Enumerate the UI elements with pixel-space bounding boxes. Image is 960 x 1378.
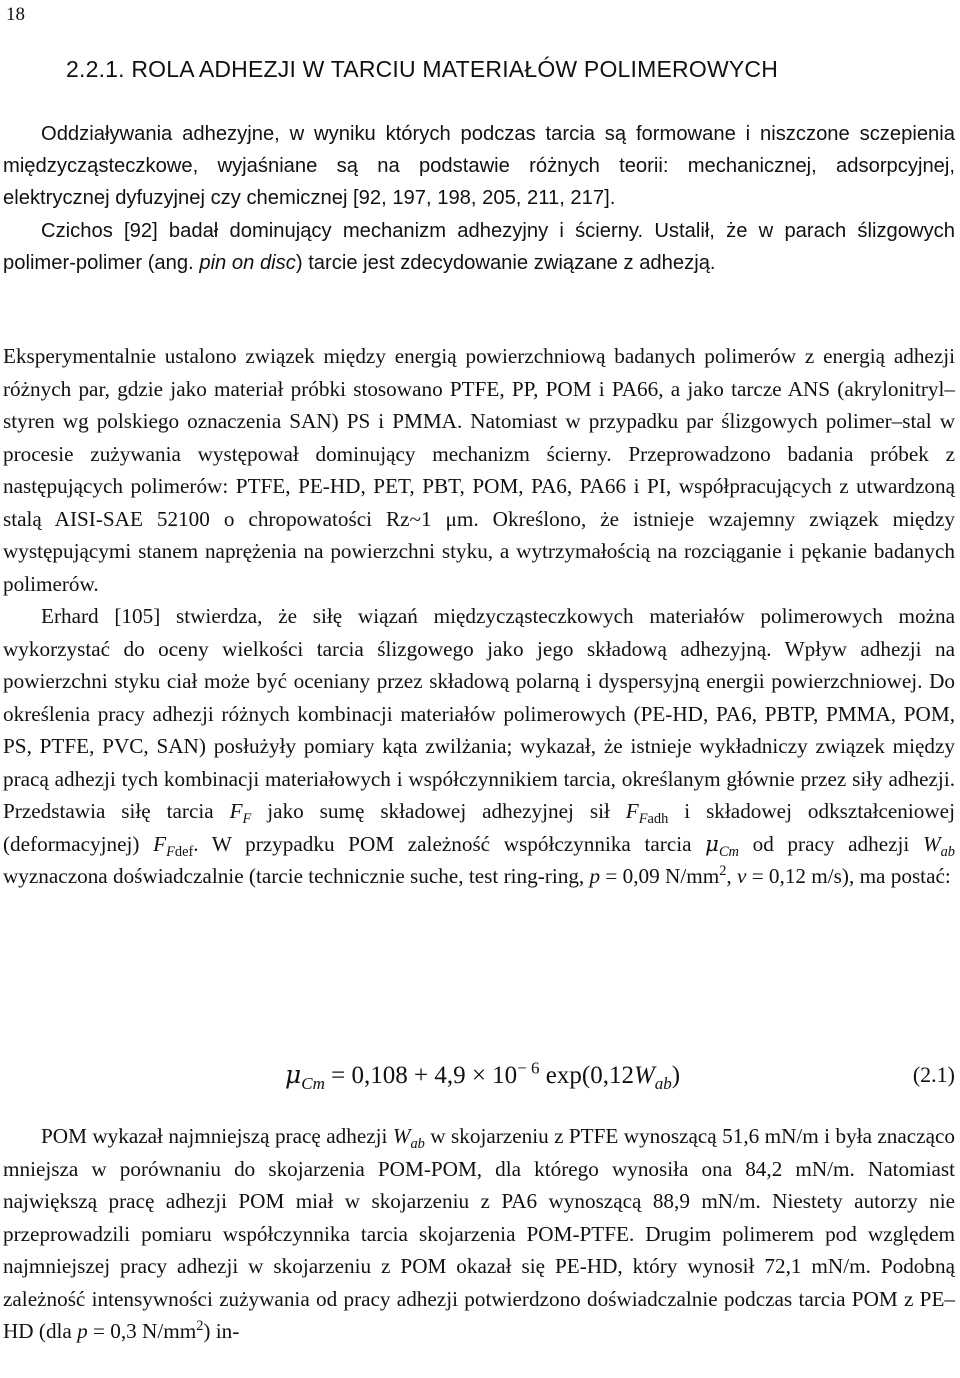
symbol-F-def-sub2: def	[174, 843, 194, 860]
eq-W-sub: ab	[654, 1073, 672, 1093]
p4-text-d: . W przypadku POM zależność współczynnika tarcia	[193, 831, 706, 856]
symbol-F-def-sub1: F	[166, 843, 175, 860]
paragraph-3: Eksperymentalnie ustalono związek między energią powierzchniową badanych polimerów z energią adhezji różnych par, gdzie jako materiał próbki stosowano PTFE, PP, POM i PA66, a jako tarcze ANS (akrylonitryl–styren wg polskiego oznaczenia SAN) PS i PMMA. Natomiast w przypadku par ślizgowych polimer–stal w procesie zużywania występował dominujący mechanizm ścierny. Przeprowadzono badania próbek z następujących polimerów: PTFE, PE-HD, PET, PBT, POM, PA6, PA66 i PI, współpracujących z utwardzoną stalą AISI-SAE 52100 o chropowatości Rz~1 μm. Określono, że istnieje wzajemny związek między występującymi stanem naprężenia na powierzchni styku, a wytrzymałością na rozciąganie i pękanie badanych polimerów.	[3, 344, 955, 596]
p5-symbol-W-sub: ab	[410, 1136, 425, 1153]
p4-text-a: Erhard [105] stwierdza, że siłę wiązań międzycząsteczkowych materiałów polimerowych można wykorzystać do oceny wielkości tarcia ślizgowego jako jego składową adhezyjną. Wpływ adhezji na powierzchni styku ciał może być oceniany przez składową polarną i dyspersyjną energii powierzchniowej. Do określenia pracy adhezji różnych kombinacji materiałów polimerowych (PE-HD, PA6, PBTP, PMMA, POM, PS, PTFE, PVC, SAN) posłużyły pomiary kąta zwilżania; wykazał, że istnieje wykładniczy związek między pracą adhezji tych kombinacji materiałowych i współczynnikiem tarcia, określanym głównie przez siły adhezji. Przedstawia siłę tarcia	[3, 604, 955, 823]
eq-exponent: − 6	[517, 1058, 540, 1078]
p2-italic: pin on disc	[199, 251, 296, 274]
equation-number: (2.1)	[912, 1062, 955, 1087]
symbol-F-adh: F	[625, 799, 639, 823]
p5-symbol-p: p	[77, 1319, 88, 1343]
p5-text-c: = 0,3 N/mm	[87, 1319, 197, 1343]
paragraph-results	[3, 1120, 955, 1348]
p4-text-c: i składowej odkształceniowej (deformacyjnej)	[3, 799, 955, 856]
paragraph-1: Oddziaływania adhezyjne, w wyniku których podczas tarcia są formowane i niszczone sczepienia międzycząsteczkowe, wyjaśniane są na podstawie różnych teorii: mechanicznej, adsorpcyjnej, elektrycznej dyfuzyjnej czy chemicznej [92, 197, 198, 205, 211, 217].	[3, 123, 955, 210]
symbol-F-adh-sub2: adh	[647, 811, 669, 828]
paragraph-intro	[3, 118, 955, 279]
p2-text-b: ) tarcie jest zdecydowanie związane z adhezją.	[295, 251, 716, 274]
p5-text-d: ) in-	[203, 1319, 240, 1343]
p4-text-b: jako sumę składowej adhezyjnej sił	[251, 799, 626, 823]
eq-part-2: exp(0,12	[539, 1062, 634, 1089]
superscript-2: 2	[719, 863, 727, 880]
eq-mu-sub: Cm	[301, 1073, 325, 1093]
symbol-F-adh-sub1: F	[638, 811, 648, 828]
p4-text-h: ,	[726, 864, 737, 888]
p4-text-i: = 0,12 m/s), ma postać:	[746, 864, 951, 888]
symbol-p: p	[589, 864, 601, 888]
eq-part-1: = 0,108 + 4,9 × 10	[324, 1062, 518, 1089]
symbol-F: F	[229, 799, 243, 823]
symbol-v: v	[736, 864, 747, 888]
paragraph-4	[3, 600, 955, 893]
eq-close: )	[671, 1062, 681, 1089]
p4-text-e: od pracy adhezji	[738, 831, 923, 856]
p5-symbol-W: W	[392, 1124, 411, 1148]
eq-W: W	[633, 1062, 655, 1089]
paragraph-2	[3, 215, 955, 279]
symbol-mu: μ	[705, 830, 719, 856]
paragraph-5	[3, 1120, 955, 1348]
eq-mu: μ	[285, 1060, 302, 1089]
p2-text-a: Czichos [92] badał dominujący mechanizm adhezyjny i ścierny. Ustalił, że w parach ślizgowych polimer-polimer (ang.	[3, 219, 955, 274]
p5-superscript-2: 2	[196, 1318, 204, 1335]
equation-2-1	[285, 1052, 955, 1112]
p4-text-f: wyznaczona doświadczalnie (tarcie technicznie suche, test ring-ring,	[3, 864, 590, 888]
p4-text-g: = 0,09 N/mm	[600, 864, 720, 888]
page-number: 18	[6, 4, 25, 25]
symbol-W-sub: ab	[940, 843, 955, 860]
p5-text-a: POM wykazał najmniejszą pracę adhezji	[41, 1124, 393, 1148]
equation-body	[285, 1058, 681, 1093]
symbol-F-sub: F	[242, 811, 252, 828]
p5-text-b: w skojarzeniu z PTFE wynoszącą 51,6 mN/m i była znacząco mniejsza w porównaniu do skojarzenia POM-POM, dla którego wynosiła ona 84,2 mN/m. Natomiast największą pracę adhezji POM miał w skojarzeniu z PA6 wynoszącą 88,9 mN/m. Niestety autorzy nie przeprowadzili pomiaru współczynnika tarcia skojarzenia POM-PTFE. Drugim polimerem pod względem najmniejszej pracy adhezji w skojarzeniu z POM okazał się PE-HD, który wynosił 72,1 mN/m. Podobną zależność intensywności zużywania od pracy adhezji potwierdzono doświadczalnie podczas tarcia POM z PE–HD (dla	[3, 1124, 955, 1343]
symbol-F-def: F	[153, 831, 167, 856]
symbol-W: W	[922, 831, 941, 856]
symbol-mu-sub: Cm	[718, 843, 739, 860]
section-heading: 2.2.1. ROLA ADHEZJI W TARCIU MATERIAŁÓW POLIMEROWYCH	[66, 56, 779, 82]
paragraph-experiment	[3, 340, 955, 893]
